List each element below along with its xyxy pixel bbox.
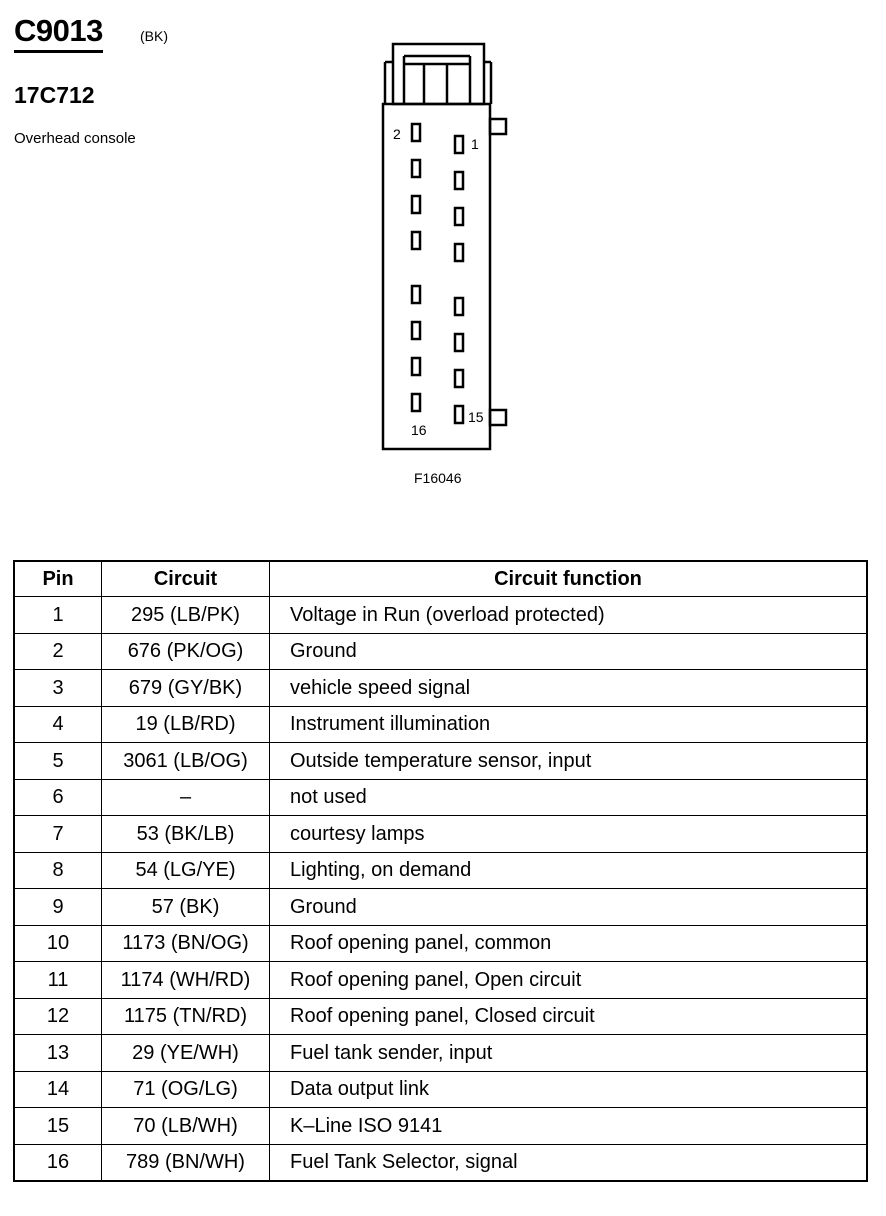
circuit-code: 3061 (LB/OG) <box>102 743 270 780</box>
figure-id: F16046 <box>414 470 462 486</box>
pin-number: 9 <box>14 889 102 926</box>
pin-number: 14 <box>14 1071 102 1108</box>
table-row <box>14 1108 867 1145</box>
circuit-function: Ground <box>270 889 868 926</box>
circuit-code: 1175 (TN/RD) <box>102 998 270 1035</box>
key-tab-top <box>490 119 506 134</box>
circuit-code: 676 (PK/OG) <box>102 633 270 670</box>
pin-label-1: 1 <box>471 136 479 152</box>
circuit-code: 71 (OG/LG) <box>102 1071 270 1108</box>
table-row <box>14 633 867 670</box>
circuit-code: 70 (LB/WH) <box>102 1108 270 1145</box>
pin-cavity <box>412 160 420 177</box>
pin-number: 3 <box>14 670 102 707</box>
circuit-function: Data output link <box>270 1071 868 1108</box>
table-row <box>14 670 867 707</box>
circuit-code: 57 (BK) <box>102 889 270 926</box>
key-tab-bottom <box>490 410 506 425</box>
pin-number: 13 <box>14 1035 102 1072</box>
pin-number: 6 <box>14 779 102 816</box>
circuit-code: 1173 (BN/OG) <box>102 925 270 962</box>
pin-cavity-2 <box>412 124 420 141</box>
header-circuit: Circuit <box>102 561 270 597</box>
circuit-function: Lighting, on demand <box>270 852 868 889</box>
connector-body <box>383 104 490 449</box>
table-row <box>14 925 867 962</box>
table-row <box>14 1071 867 1108</box>
circuit-function: Fuel tank sender, input <box>270 1035 868 1072</box>
pinout-table <box>13 560 868 1182</box>
pin-number: 2 <box>14 633 102 670</box>
circuit-function: Roof opening panel, common <box>270 925 868 962</box>
table-row <box>14 779 867 816</box>
pin-cavity <box>412 286 420 303</box>
circuit-code: 19 (LB/RD) <box>102 706 270 743</box>
table-row <box>14 743 867 780</box>
circuit-code: 54 (LG/YE) <box>102 852 270 889</box>
pin-number: 5 <box>14 743 102 780</box>
pin-number: 16 <box>14 1144 102 1181</box>
pin-number: 1 <box>14 597 102 634</box>
circuit-function: Voltage in Run (overload protected) <box>270 597 868 634</box>
pin-cavity <box>455 370 463 387</box>
circuit-code: 789 (BN/WH) <box>102 1144 270 1181</box>
pin-cavity <box>412 232 420 249</box>
circuit-code: 1174 (WH/RD) <box>102 962 270 999</box>
circuit-code: – <box>102 779 270 816</box>
circuit-code: 29 (YE/WH) <box>102 1035 270 1072</box>
pin-cavity <box>412 196 420 213</box>
table-row <box>14 962 867 999</box>
table-row <box>14 1144 867 1181</box>
circuit-function: courtesy lamps <box>270 816 868 853</box>
circuit-function: Outside temperature sensor, input <box>270 743 868 780</box>
connector-color: (BK) <box>140 28 168 44</box>
pin-cavity <box>412 358 420 375</box>
table-body <box>14 597 867 1182</box>
circuit-code: 679 (GY/BK) <box>102 670 270 707</box>
pin-label-16: 16 <box>411 422 427 438</box>
pin-cavity-1 <box>455 136 463 153</box>
table-header-row <box>14 561 867 597</box>
connector-face-diagram <box>0 0 886 500</box>
pin-label-2: 2 <box>393 126 401 142</box>
circuit-code: 53 (BK/LB) <box>102 816 270 853</box>
circuit-function: not used <box>270 779 868 816</box>
pin-cavity <box>455 298 463 315</box>
pin-number: 4 <box>14 706 102 743</box>
pin-cavity <box>455 334 463 351</box>
header-pin: Pin <box>14 561 102 597</box>
circuit-function: Roof opening panel, Open circuit <box>270 962 868 999</box>
pin-number: 7 <box>14 816 102 853</box>
circuit-function: vehicle speed signal <box>270 670 868 707</box>
circuit-function: Roof opening panel, Closed circuit <box>270 998 868 1035</box>
pin-cavity-16 <box>412 394 420 411</box>
circuit-function: Ground <box>270 633 868 670</box>
pin-cavity <box>455 172 463 189</box>
pin-number: 10 <box>14 925 102 962</box>
circuit-function: Fuel Tank Selector, signal <box>270 1144 868 1181</box>
pin-number: 12 <box>14 998 102 1035</box>
pin-cavity <box>455 244 463 261</box>
table-row <box>14 852 867 889</box>
table-row <box>14 998 867 1035</box>
connector-location: Overhead console <box>14 130 136 147</box>
pin-label-15: 15 <box>468 409 484 425</box>
pin-number: 8 <box>14 852 102 889</box>
pin-cavity-15 <box>455 406 463 423</box>
pin-cavity <box>412 322 420 339</box>
circuit-function: Instrument illumination <box>270 706 868 743</box>
table-row <box>14 816 867 853</box>
table-row <box>14 889 867 926</box>
part-number: 17C712 <box>14 82 95 108</box>
header-circuit-function: Circuit function <box>270 561 868 597</box>
table-row <box>14 597 867 634</box>
pin-number: 15 <box>14 1108 102 1145</box>
connector-id: C9013 <box>14 14 103 53</box>
table-row <box>14 1035 867 1072</box>
circuit-code: 295 (LB/PK) <box>102 597 270 634</box>
table-row <box>14 706 867 743</box>
circuit-function: K–Line ISO 9141 <box>270 1108 868 1145</box>
pin-cavity <box>455 208 463 225</box>
pin-number: 11 <box>14 962 102 999</box>
